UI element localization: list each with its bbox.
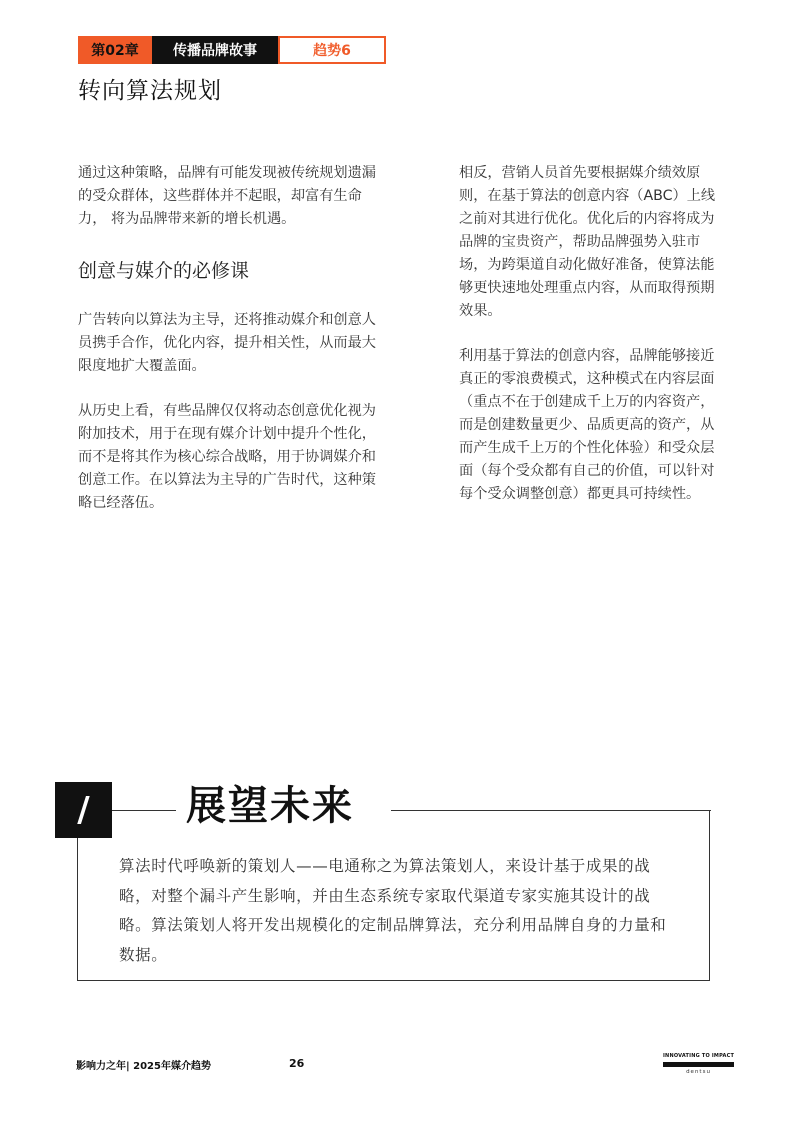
outlook-top-rule-right xyxy=(391,810,711,811)
left-column xyxy=(78,162,386,537)
trend-tag: 趋势6 xyxy=(278,36,386,64)
outlook-top-rule-left xyxy=(111,810,176,811)
right-paragraph-1: 相反，营销人员首先要根据媒介绩效原则，在基于算法的创意内容（ABC）上线之前对其进行优化。优化后的内容将成为品牌的宝贵资产，帮助品牌强势入驻市场，为跨渠道自动化做好准备，使算法能够更快速地处理重点内容，从而取得预期效果。 xyxy=(459,165,716,319)
right-paragraph-2: 利用基于算法的创意内容，品牌能够接近真正的零浪费模式，这种模式在内容层面（重点不在于创建成千上万的内容资产，而是创建数量更少、品质更高的资产，从而产生成千上万的个性化体验）和受众层面（每个受众都有自己的价值，可以针对每个受众调整创意）都更具可持续性。 xyxy=(459,348,715,502)
topic-tag: 传播品牌故事 xyxy=(152,36,278,64)
dentsu-logo: dentsu xyxy=(686,1069,711,1075)
outlook-heading: 展望未来 xyxy=(186,783,354,829)
logo-tagline: INNOVATING TO IMPACT xyxy=(663,1053,735,1059)
left-paragraph-3: 从历史上看，有些品牌仅仅将动态创意优化视为附加技术，用于在现有媒介计划中提升个性化，而不是将其作为核心综合战略，用于协调媒介和创意工作。在以算法为主导的广告时代，这种策略已经落伍。 xyxy=(78,403,376,511)
footer-source: 影响力之年| 2025年媒介趋势 xyxy=(76,1061,211,1072)
section-subheading: 创意与媒介的必修课 xyxy=(78,260,250,282)
slash-icon: / xyxy=(55,782,112,838)
left-paragraph-2: 广告转向以算法为主导，还将推动媒介和创意人员携手合作，优化内容，提升相关性，从而最大限度地扩大覆盖面。 xyxy=(78,312,376,374)
right-column xyxy=(459,162,717,528)
page-title: 转向算法规划 xyxy=(78,78,222,104)
page-number: 26 xyxy=(289,1057,305,1070)
outlook-body: 算法时代呼唤新的策划人——电通称之为算法策划人，来设计基于成果的战略，对整个漏斗产生影响，并由生态系统专家取代渠道专家实施其设计的战略。算法策划人将开发出规模化的定制品牌算法，充分利用品牌自身的力量和数据。 xyxy=(119,857,667,964)
logo-bar xyxy=(663,1062,734,1067)
chapter-tag-row xyxy=(78,36,386,64)
left-paragraph-1: 通过这种策略，品牌有可能发现被传统规划遗漏的受众群体，这些群体并不起眼，却富有生命力， 将为品牌带来新的增长机遇。 xyxy=(78,165,376,227)
chapter-tag: 第02章 xyxy=(78,36,152,64)
